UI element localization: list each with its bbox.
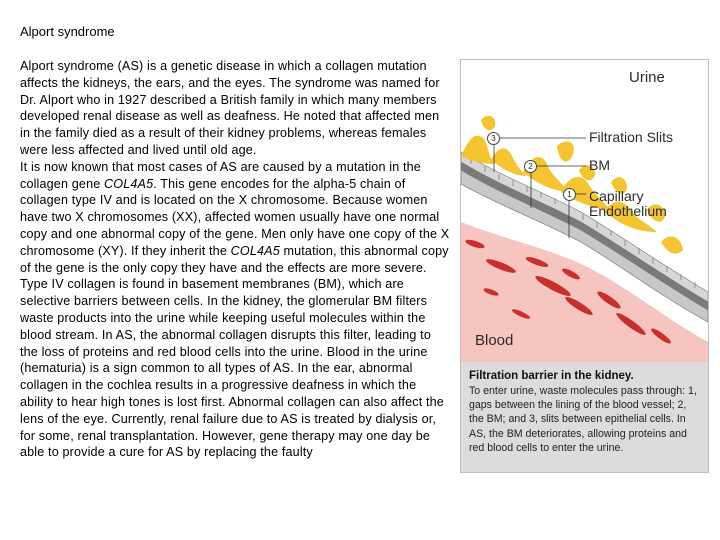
- marker-2: 2: [524, 160, 537, 173]
- paragraph-2: [20, 159, 450, 277]
- caption-text: To enter urine, waste molecules pass through: 1, gaps between the lining of the blood vessel; 2, the BM; and 3, slits between epithelial cells. In AS, the BM deteriorates, allowing proteins and red blood cells to enter the urine.: [469, 385, 697, 454]
- filtration-slits-label: Filtration Slits: [589, 129, 674, 145]
- caption-title: Filtration barrier in the kidney.: [469, 370, 634, 382]
- gene-name: COL4A5: [230, 243, 280, 258]
- text-segment: Type IV collagen is found in basement membranes (BM), which are selective barriers between cells. In the kidney, the glomerular BM filters waste products into the urine while keeping useful molecules within the blood stream. In AS, the abnormal collagen disrupts this filter, leading to the loss of proteins and red blood cells into the urine. Blood in the urine (hematuria) is a sign common to all types of AS. In the ear, abnormal collagen in the cochlea results in a progressive deafness in which the ability to hear high tones is lost first. Abnormal collagen can also affect the lens of the eye. Currently, renal failure due to AS is treated by dialysis or, for some, renal transplantation. However, gene therapy may one day be able to provide a cure for AS by replacing the faulty: [20, 277, 444, 460]
- filtration-barrier-illustration: [461, 60, 708, 362]
- capillary-label: Capillary: [589, 188, 644, 204]
- text-segment: Alport syndrome (AS) is a genetic disease in which a collagen mutation affects the kidneys, the ears, and the eyes. The syndrome was named for Dr. Alport who in 1927 described a British family in which many members developed renal disease as well as deafness. He noted that affected men in the family died as a result of their kidney problems, whereas females were less affected and lived until old age.: [20, 59, 440, 157]
- page-title: Alport syndrome: [20, 24, 115, 39]
- marker-3: 3: [487, 132, 500, 145]
- endothelium-label: Endothelium: [589, 203, 667, 219]
- bm-label: BM: [589, 157, 610, 173]
- paragraph-1: [20, 58, 450, 159]
- marker-1: 1: [563, 188, 576, 201]
- text-segment: . This gene encodes for the alpha-5 chain of collagen type IV and is located on the X chromosome. Because women have two X chromosomes (XX), affected women usually have one normal copy and one abnormal copy of the gene. Men only have one copy of the X chromosome (XY). If they inherit the: [20, 176, 450, 258]
- text-segment: mutation, this abnormal copy of the gene is the only copy they have and the effects are more severe.: [20, 243, 449, 275]
- paragraph-3: [20, 276, 450, 461]
- blood-label: Blood: [475, 332, 514, 349]
- urine-label: Urine: [629, 69, 665, 86]
- gene-name: COL4A5: [104, 176, 154, 191]
- body-text: [20, 58, 450, 461]
- text-segment: It is now known that most cases of AS are caused by a mutation in the collagen gene: [20, 159, 421, 191]
- filtration-barrier-figure: [460, 59, 709, 473]
- figure-caption: [461, 362, 708, 472]
